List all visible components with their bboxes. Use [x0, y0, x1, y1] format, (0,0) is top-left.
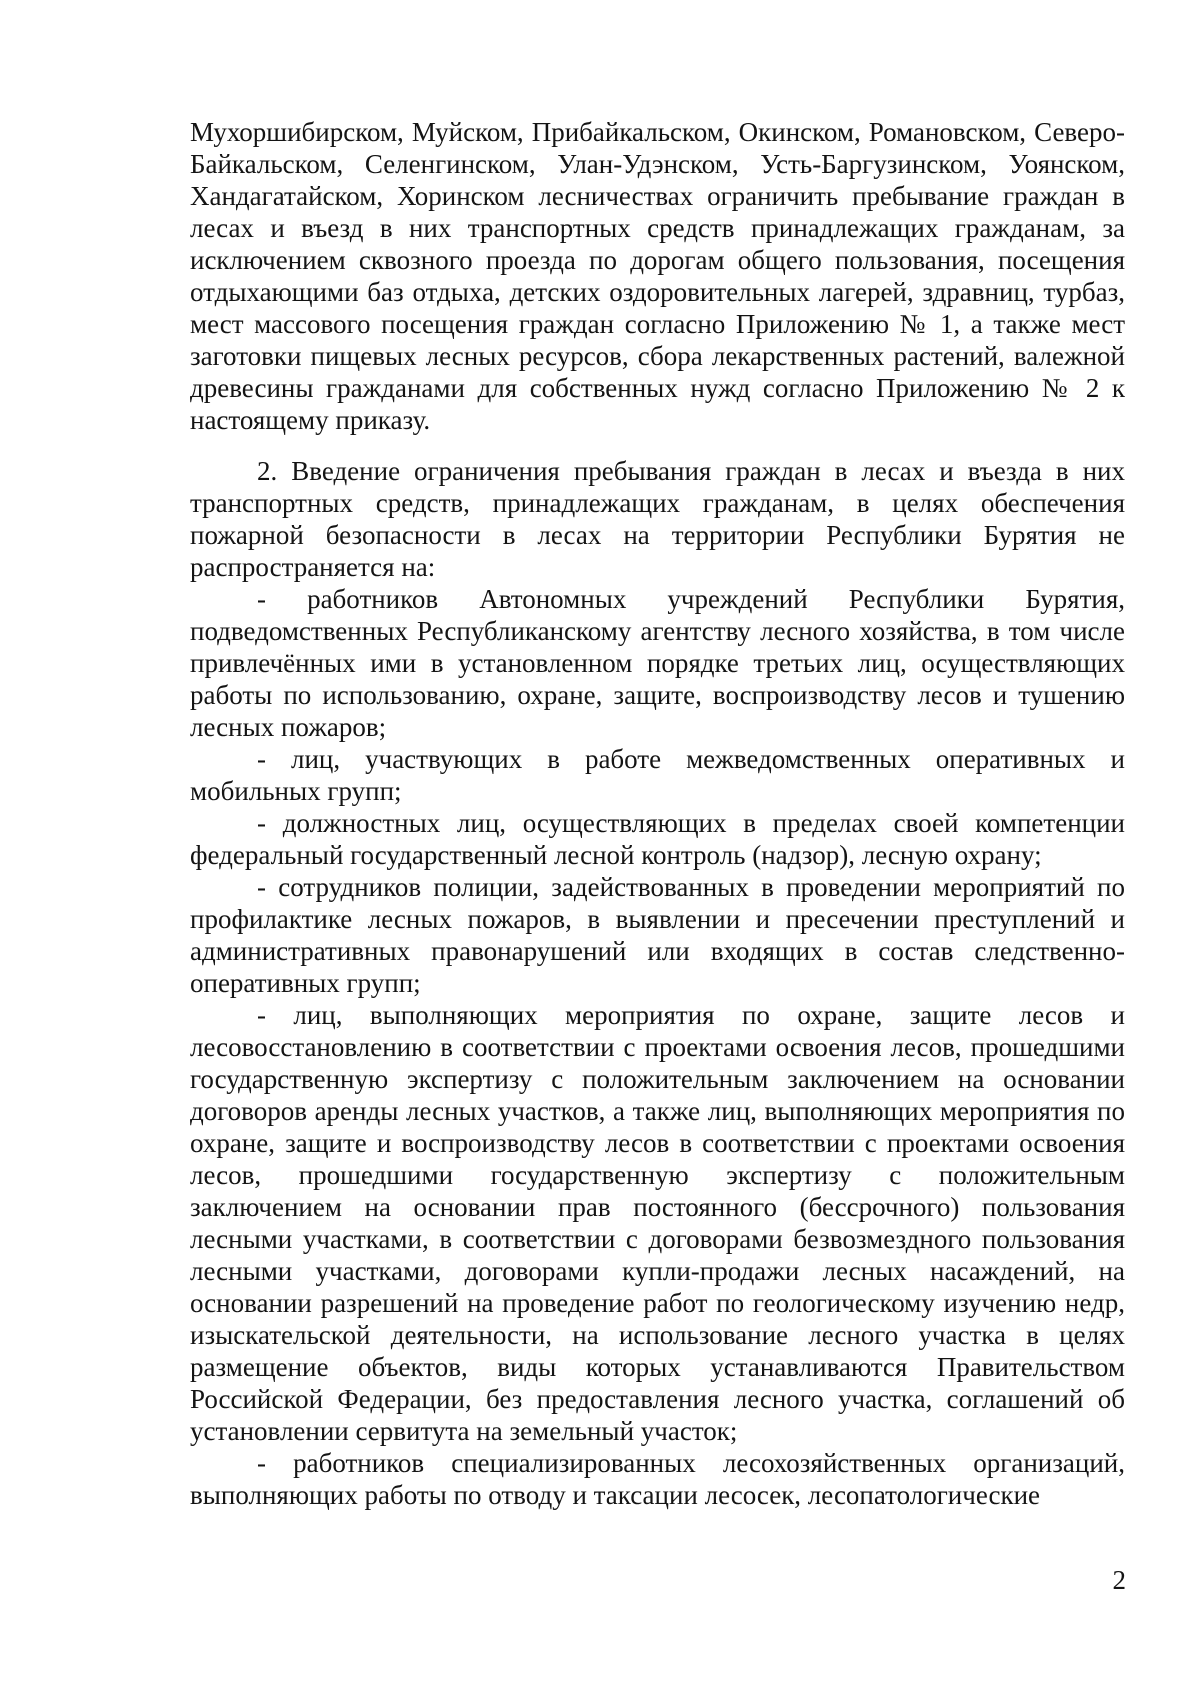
list-item: - лиц, выполняющих мероприятия по охране, защите лесов и лесовосстановлению в соответствии с проектами освоения лесов, прошедшими государственную экспертизу с положительным заключением на основании договоров аренды лесных участков, а также лиц, выполняющих мероприятия по охране, защите и воспроизводству лесов в соответствии с проектами освоения лесов, прошедшими государственную экспертизу с положительным заключением на основании прав постоянного (бессрочного) пользования лесными участками, в соответствии с договорами безвозмездного пользования лесными участками, договорами купли-продажи лесных насаждений, на основании разрешений на проведение работ по геологическому изучению недр, изыскательской деятельности, на использование лесного участка в целях размещение объектов, виды которых устанавливаются Правительством Российской Федерации, без предоставления лесного участка, соглашений об установлении сервитута на земельный участок;: [190, 1000, 1125, 1446]
list-item: - работников специализированных лесохозяйственных организаций, выполняющих работы по отводу и таксации лесосек, лесопатологические: [190, 1448, 1125, 1510]
list-item: - лиц, участвующих в работе межведомственных оперативных и мобильных групп;: [190, 744, 1125, 806]
paragraph-2-intro: 2. Введение ограничения пребывания граждан в лесах и въезда в них транспортных средств, принадлежащих гражданам, в целях обеспечения пожарной безопасности в лесах на территории Республики Бурятия не распространяется на:: [190, 456, 1125, 582]
list-item: - сотрудников полиции, задействованных в проведении мероприятий по профилактике лесных пожаров, в выявлении и пресечении преступлений и административных правонарушений или входящих в состав следственно-оперативных групп;: [190, 872, 1125, 998]
page-number: 2: [1112, 1565, 1126, 1595]
paragraph-continuation: Мухоршибирском, Муйском, Прибайкальском, Окинском, Романовском, Северо-Байкальском, Селенгинском, Улан-Удэнском, Усть-Баргузинском, Уоянском, Хандагатайском, Хоринском лесничествах ограничить пребывание граждан в лесах и въезд в них транспортных средств принадлежащих гражданам, за исключением сквозного проезда по дорогам общего пользования, посещения отдыхающими баз отдыха, детских оздоровительных лагерей, здравниц, турбаз, мест массового посещения граждан согласно Приложению № 1, а также мест заготовки пищевых лесных ресурсов, сбора лекарственных растений, валежной древесины гражданами для собственных нужд согласно Приложению № 2 к настоящему приказу.: [190, 117, 1125, 435]
list-item: - работников Автономных учреждений Республики Бурятия, подведомственных Республиканскому агентству лесного хозяйства, в том числе привлечённых ими в установленном порядке третьих лиц, осуществляющих работы по использованию, охране, защите, воспроизводству лесов и тушению лесных пожаров;: [190, 584, 1125, 742]
document-body: [190, 116, 1125, 1511]
list-item: - должностных лиц, осуществляющих в пределах своей компетенции федеральный государственный лесной контроль (надзор), лесную охрану;: [190, 808, 1125, 870]
